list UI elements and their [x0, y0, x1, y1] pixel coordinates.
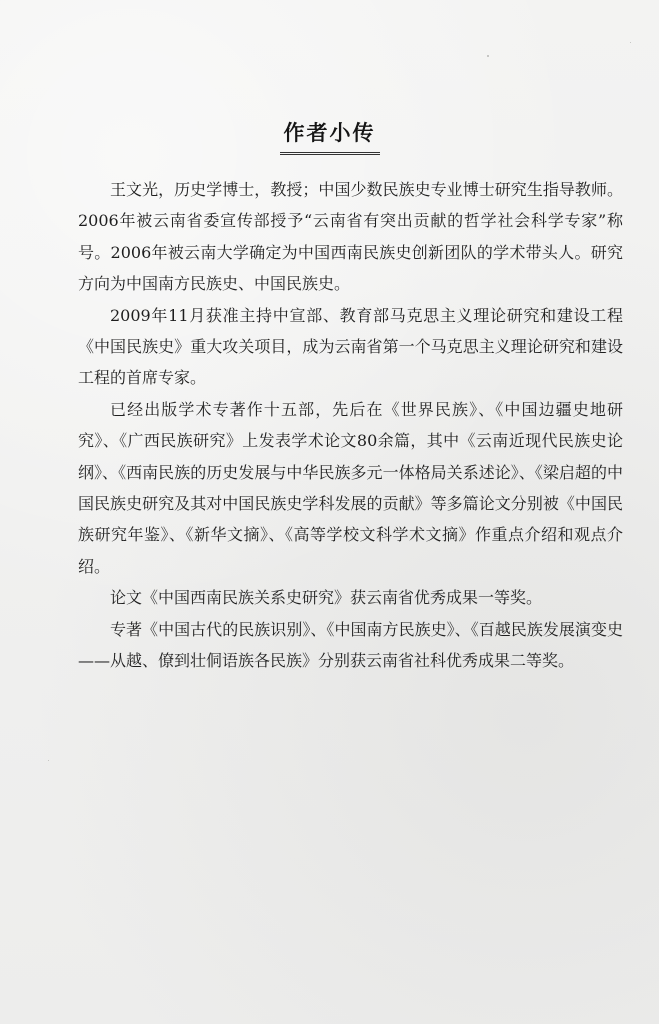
page-title	[0, 115, 659, 155]
paragraph: 专著《中国古代的民族识别》、《中国南方民族史》、《百越民族发展演变史——从越、僚到壮侗语族各民族》分别获云南省社科优秀成果二等奖。	[78, 619, 623, 671]
paper-speck	[630, 42, 631, 43]
paragraph: 2009年11月获准主持中宣部、教育部马克思主义理论研究和建设工程《中国民族史》重大攻关项目，成为云南省第一个马克思主义理论研究和建设工程的首席专家。	[78, 305, 623, 388]
paper-speck	[48, 760, 49, 761]
paper-speck	[487, 55, 489, 57]
paragraph: 王文光，历史学博士，教授；中国少数民族史专业博士研究生指导教师。2006年被云南省委宣传部授予“云南省有突出贡献的哲学社会科学专家”称号。2006年被云南大学确定为中国西南民族史创新团队的学术带头人。研究方向为中国南方民族史、中国民族史。	[78, 180, 623, 294]
paragraph: 已经出版学术专著作十五部，先后在《世界民族》、《中国边疆史地研究》、《广西民族研究》上发表学术论文80余篇，其中《云南近现代民族史论纲》、《西南民族的历史发展与中华民族多元一体格局关系述论》、《梁启超的中国民族史研究及其对中国民族史学科发展的贡献》等多篇论文分别被《中国民族研究年鉴》、《新华文摘》、《高等学校文科学术文摘》作重点介绍和观点介绍。	[78, 399, 623, 576]
paragraph: 论文《中国西南民族关系史研究》获云南省优秀成果一等奖。	[110, 588, 543, 608]
page-title-text: 作者小传	[280, 115, 380, 155]
biography-body	[78, 174, 623, 677]
